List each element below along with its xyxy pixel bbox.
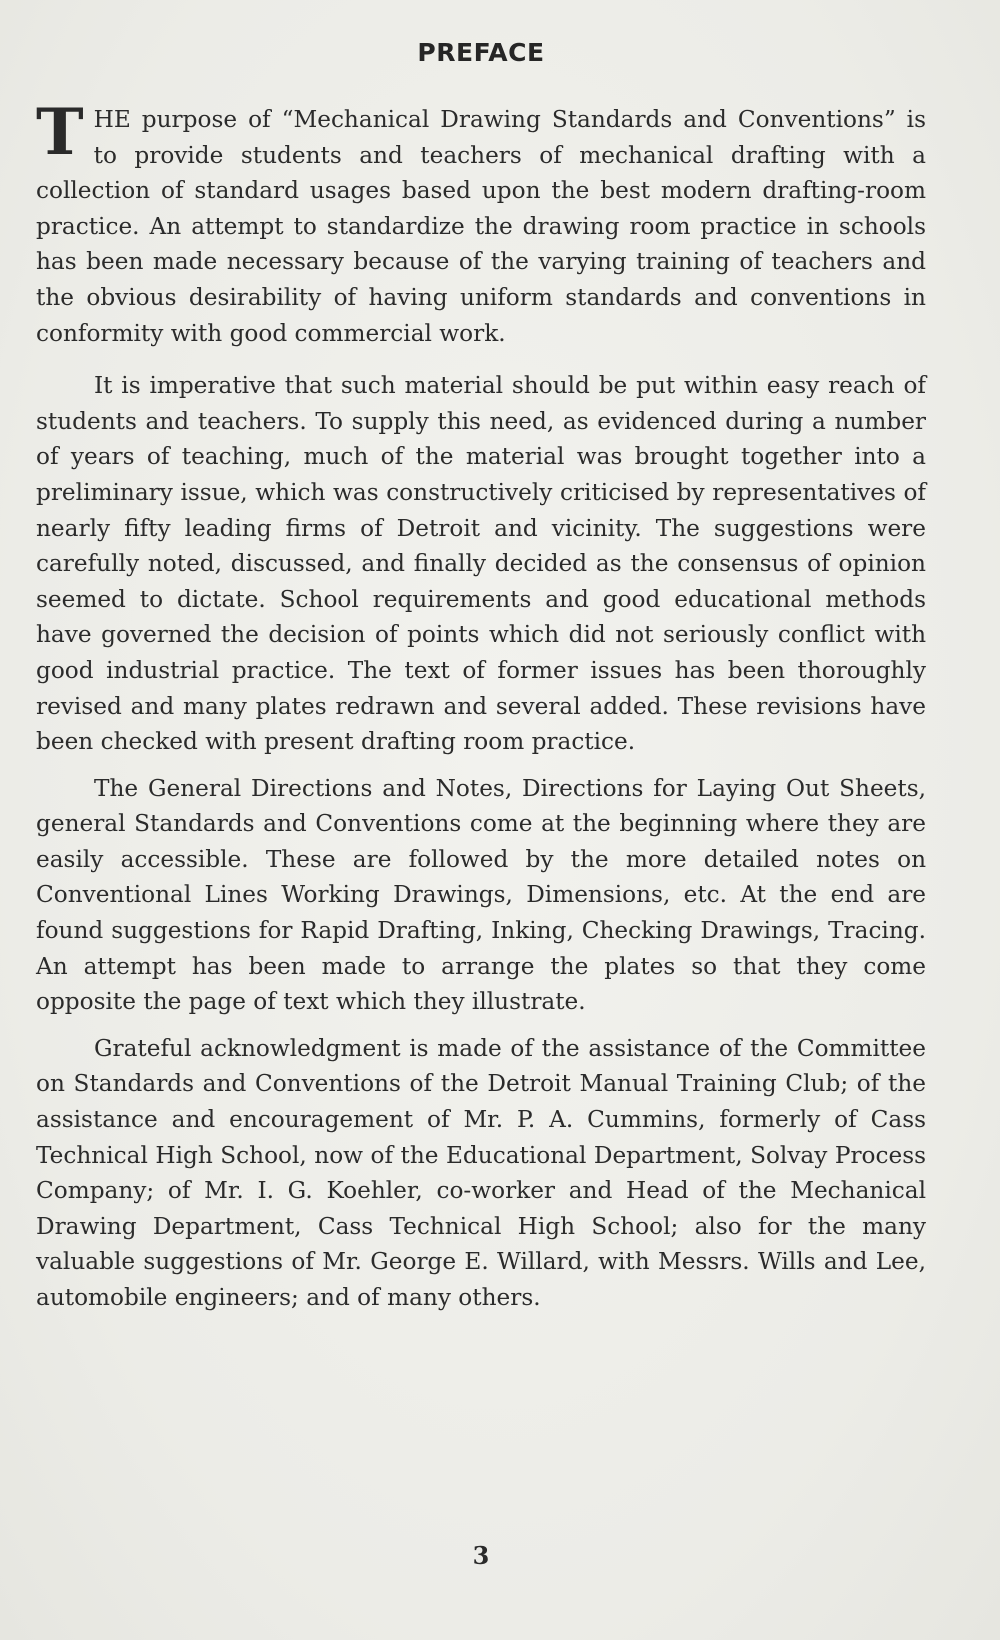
paragraph-1-text: HE purpose of “Mechanical Drawing Standards and Conventions” is to provide students and teachers of mechanical drafting with a collection of standard usages based upon the best modern drafting-room practice. An attempt to standardize the drawing room practice in schools has been made necessary because of the varying training of teachers and the obvious desirability of having uniform standards and conventions in conformity with good commercial work.	[36, 106, 926, 347]
paragraph-3: The General Directions and Notes, Directions for Laying Out Sheets, general Standards and Conventions come at the beginning where they are easily accessible. These are followed by the more detailed notes on Conventional Lines Working Drawings, Dimensions, etc. At the end are found suggestions for Rapid Drafting, Inking, Checking Drawings, Tracing. An attempt has been made to arrange the plates so that they come opposite the page of text which they illustrate.	[36, 774, 926, 1016]
paragraph-2: It is imperative that such material should be put within easy reach of students and teachers. To supply this need, as evidenced during a number of years of teaching, much of the material was brought together into a preliminary issue, which was constructively criticised by representatives of nearly fifty leading firms of Detroit and vicinity. The suggestions were carefully noted, discussed, and finally decided as the consensus of opinion seemed to dictate. School requirements and good educational methods have governed the decision of points which did not seriously conflict with good industrial practice. The text of former issues has been thoroughly revised and many plates redrawn and several added. These revisions have been checked with present drafting room practice.	[36, 372, 926, 756]
paragraph-1	[36, 95, 926, 351]
preface-body	[36, 95, 926, 1316]
drop-cap: T	[36, 95, 84, 170]
page-title: PREFACE	[417, 38, 545, 67]
page-number: 3	[472, 1541, 490, 1570]
paragraph-4: Grateful acknowledgment is made of the assistance of the Committee on Standards and Conventions of the Detroit Manual Training Club; of the assistance and encouragement of Mr. P. A. Cummins, formerly of Cass Technical High School, now of the Educational Department, Solvay Process Company; of Mr. I. G. Koehler, co-worker and Head of the Mechanical Drawing Department, Cass Technical High School; also for the many valuable suggestions of Mr. George E. Willard, with Messrs. Wills and Lee, automobile engineers; and of many others.	[36, 1034, 926, 1311]
